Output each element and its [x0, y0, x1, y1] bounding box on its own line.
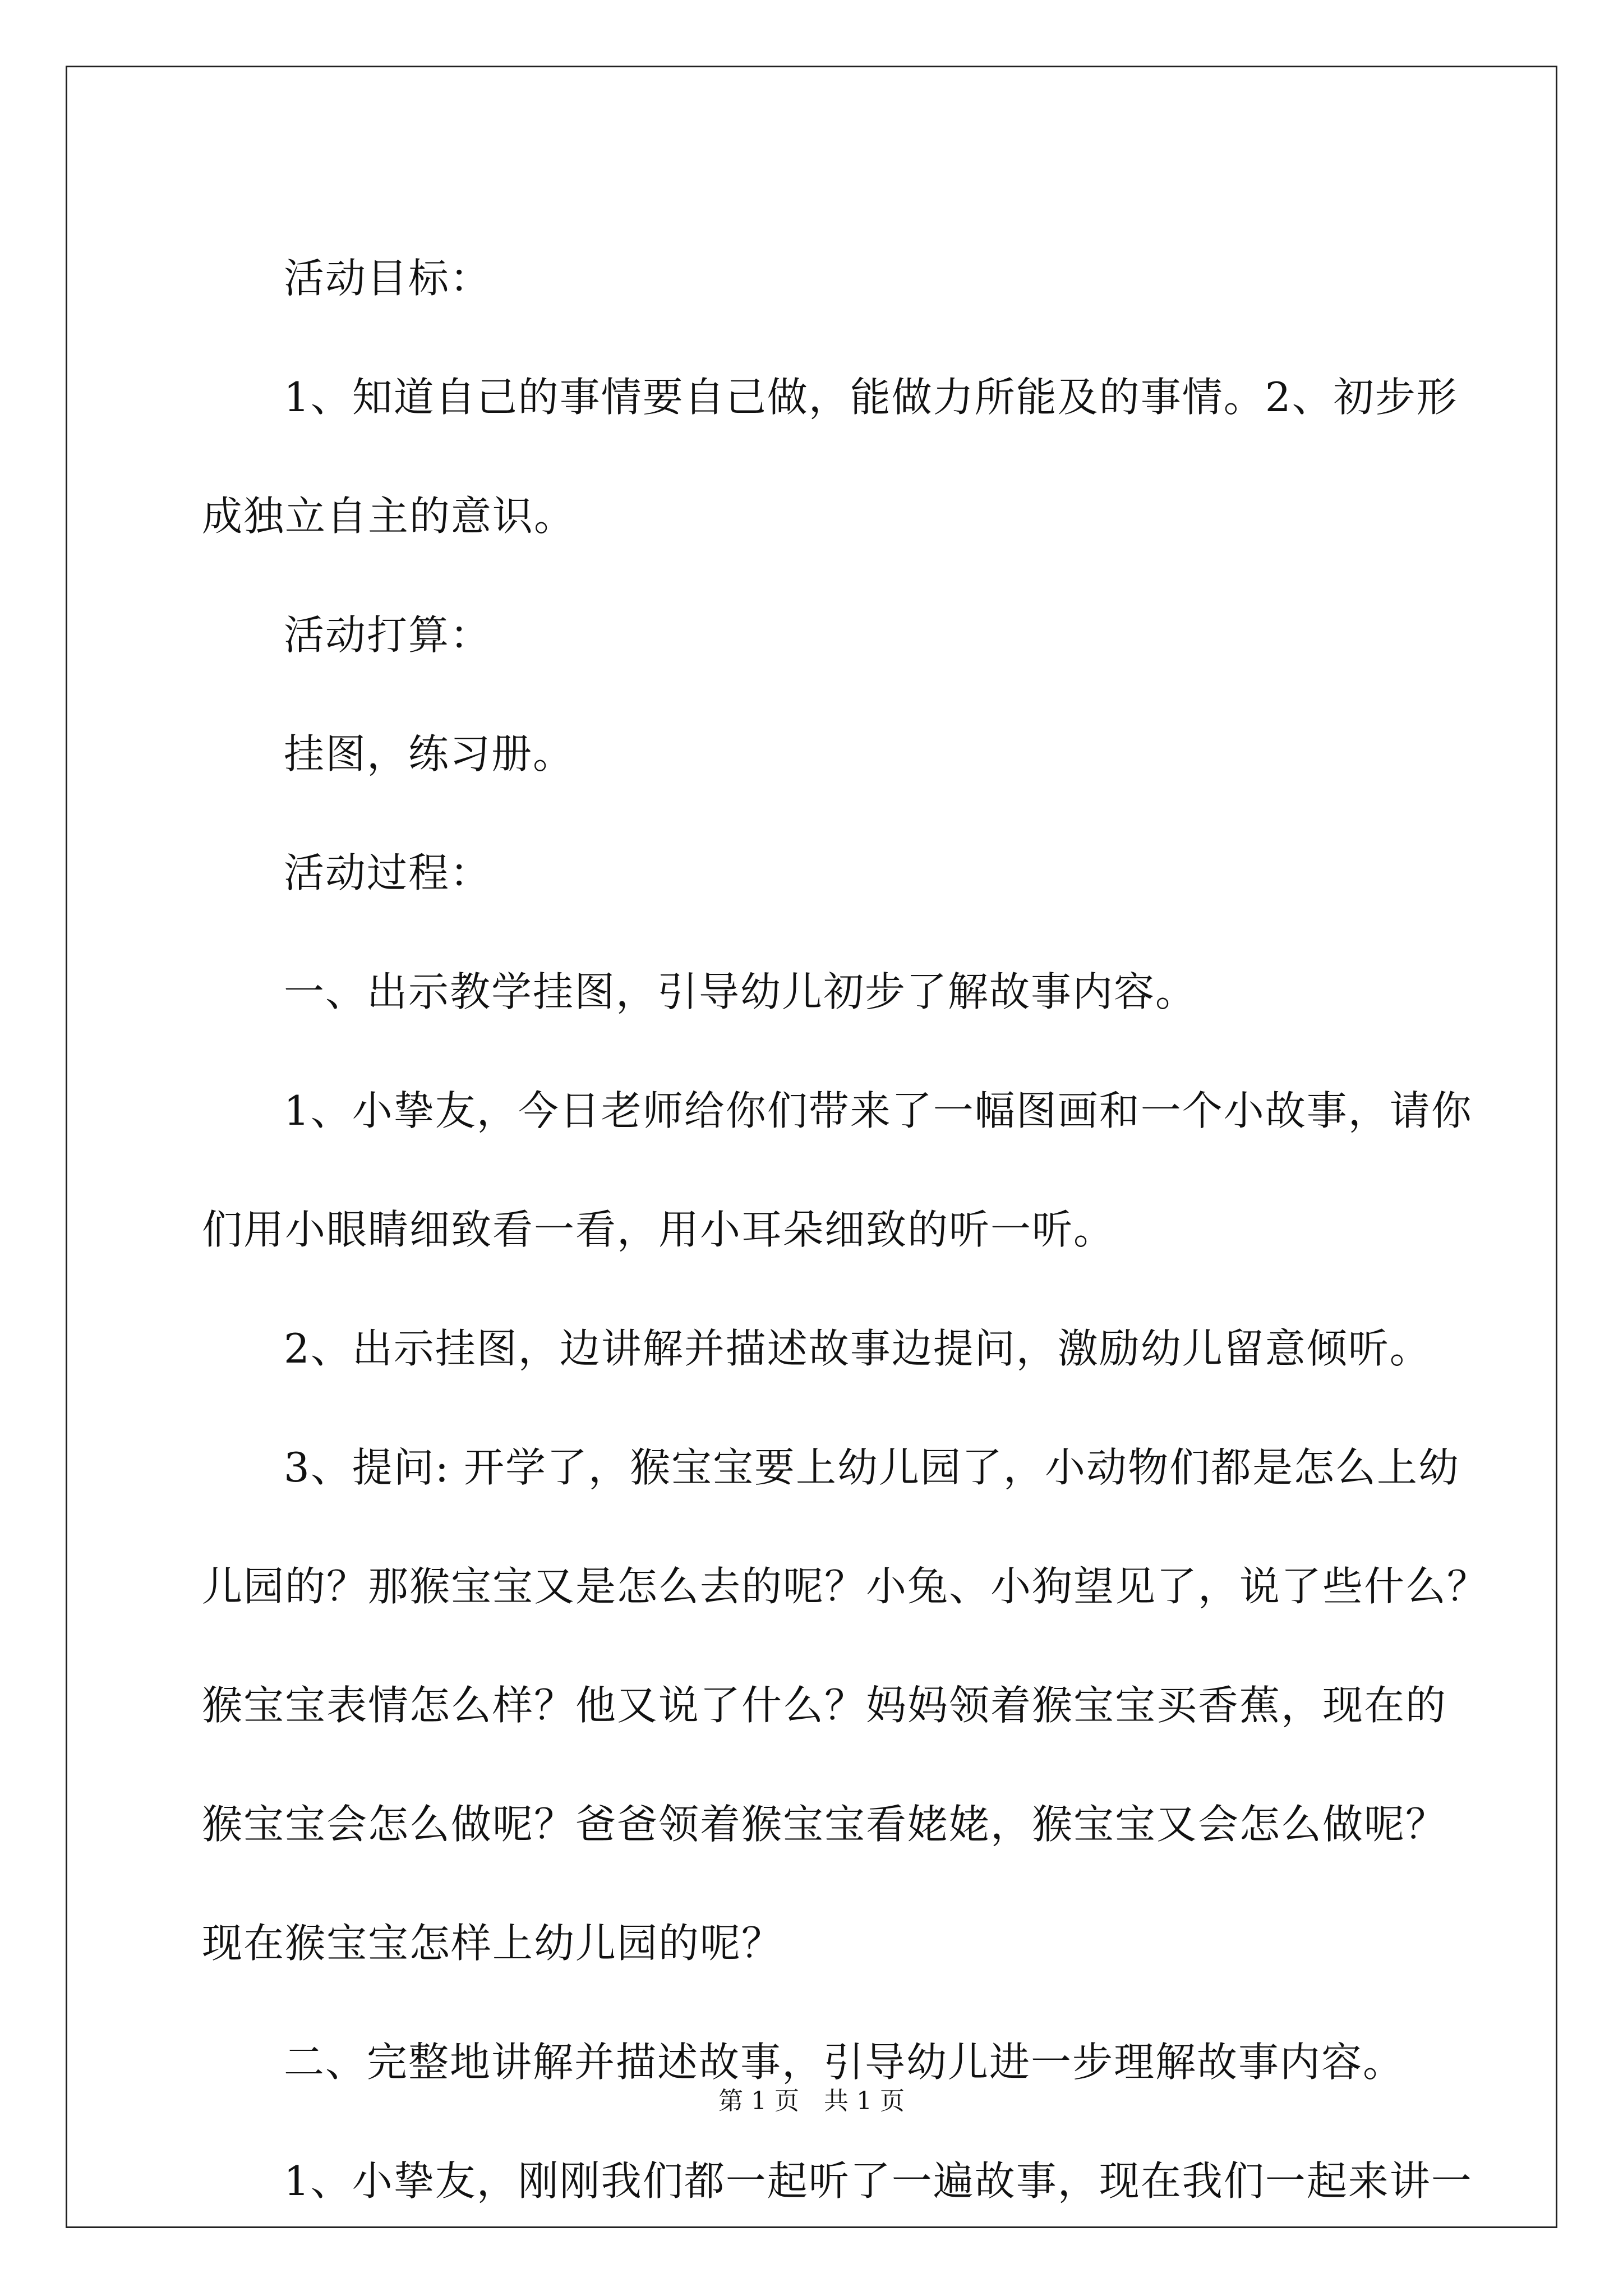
text-line-9: 们用小眼睛细致看一看，用小耳朵细致的听一听。: [202, 1206, 1115, 1253]
text-line-2: 1、知道自己的事情要自己做，能做力所能及的事情。2、初步形: [284, 374, 1458, 421]
text-line-13: 猴宝宝表情怎么样？他又说了什么？妈妈领着猴宝宝买香蕉，现在的: [202, 1682, 1447, 1729]
page-footer: 第 1 页 共 1 页: [718, 2087, 905, 2115]
text-line-16: 二、完整地讲解并描述故事，引导幼儿进一步理解故事内容。: [284, 2039, 1405, 2086]
text-line-7: 一、出示教学挂图，引导幼儿初步了解故事内容。: [284, 968, 1197, 1015]
text-line-12: 儿园的？那猴宝宝又是怎么去的呢？小兔、小狗望见了，说了些什么？: [202, 1563, 1489, 1610]
text-line-10: 2、出示挂图，边讲解并描述故事边提问，激励幼儿留意倾听。: [284, 1325, 1431, 1372]
text-line-4: 活动打算：: [284, 611, 492, 659]
text-line-11: 3、提问: 开学了，猴宝宝要上幼儿园了，小动物们都是怎么上幼: [284, 1444, 1460, 1491]
document-body: [202, 219, 1489, 2240]
text-line-17: 1、小挚友，刚刚我们都一起听了一遍故事，现在我们一起来讲一: [284, 2157, 1473, 2205]
text-line-15: 现在猴宝宝怎样上幼儿园的呢？: [202, 1920, 783, 1967]
text-line-6: 活动过程：: [284, 849, 492, 896]
text-line-3: 成独立自主的意识。: [202, 493, 576, 540]
text-line-14: 猴宝宝会怎么做呢？爸爸领着猴宝宝看姥姥，猴宝宝又会怎么做呢？: [202, 1801, 1447, 1848]
text-line-1: 活动目标：: [284, 255, 492, 302]
text-line-8: 1、小挚友，今日老师给你们带来了一幅图画和一个小故事，请你: [284, 1087, 1473, 1134]
text-line-5: 挂图，练习册。: [284, 730, 575, 777]
